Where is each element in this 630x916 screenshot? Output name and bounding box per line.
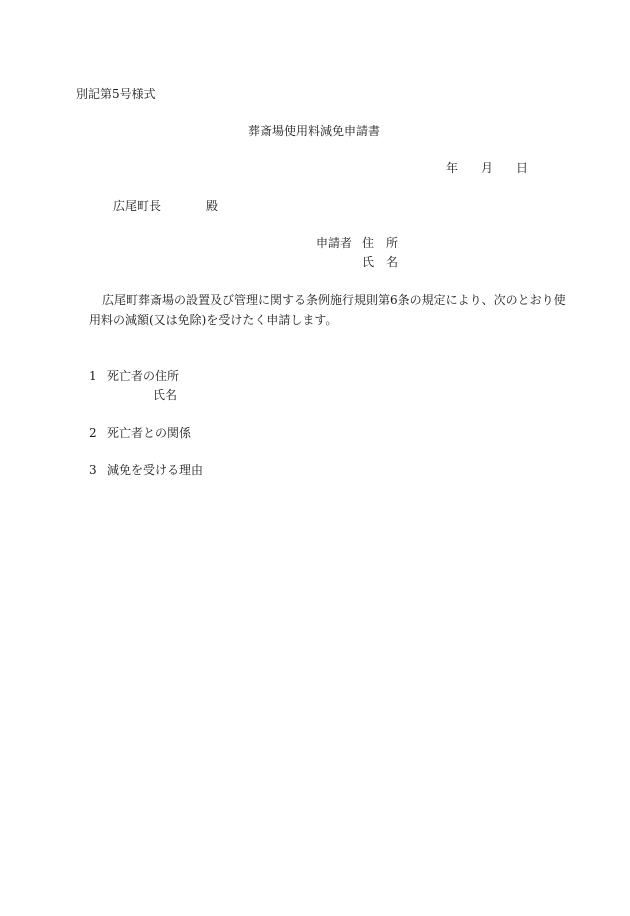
item-label-deceased-address: 死亡者の住所 <box>107 369 180 383</box>
date-day-label: 日 <box>516 161 529 175</box>
item-number: 1 <box>89 369 97 383</box>
date-month-label: 月 <box>481 161 494 175</box>
item-number: 2 <box>89 426 97 440</box>
item-label-relationship: 死亡者との関係 <box>107 426 192 440</box>
applicant-address-label: 住 所 <box>362 236 399 250</box>
addressee: 広尾町長 <box>113 199 162 213</box>
applicant-name-label: 氏 名 <box>362 255 399 269</box>
item-label-reason: 減免を受ける理由 <box>107 463 204 477</box>
honorific: 殿 <box>206 199 219 213</box>
item-sublabel-deceased-name: 氏名 <box>153 388 178 402</box>
body-text-line-2: 用料の減額(又は免除)を受けたく申請します。 <box>89 313 338 327</box>
document-title: 葬斎場使用料減免申請書 <box>248 124 381 138</box>
date-year-label: 年 <box>446 161 459 175</box>
item-number: 3 <box>89 463 97 477</box>
form-number: 別記第5号様式 <box>76 87 156 101</box>
applicant-label: 申請者 <box>316 236 353 250</box>
body-text-line-1: 広尾町葬斎場の設置及び管理に関する条例施行規則第6条の規定により、次のとおり使 <box>102 293 566 307</box>
